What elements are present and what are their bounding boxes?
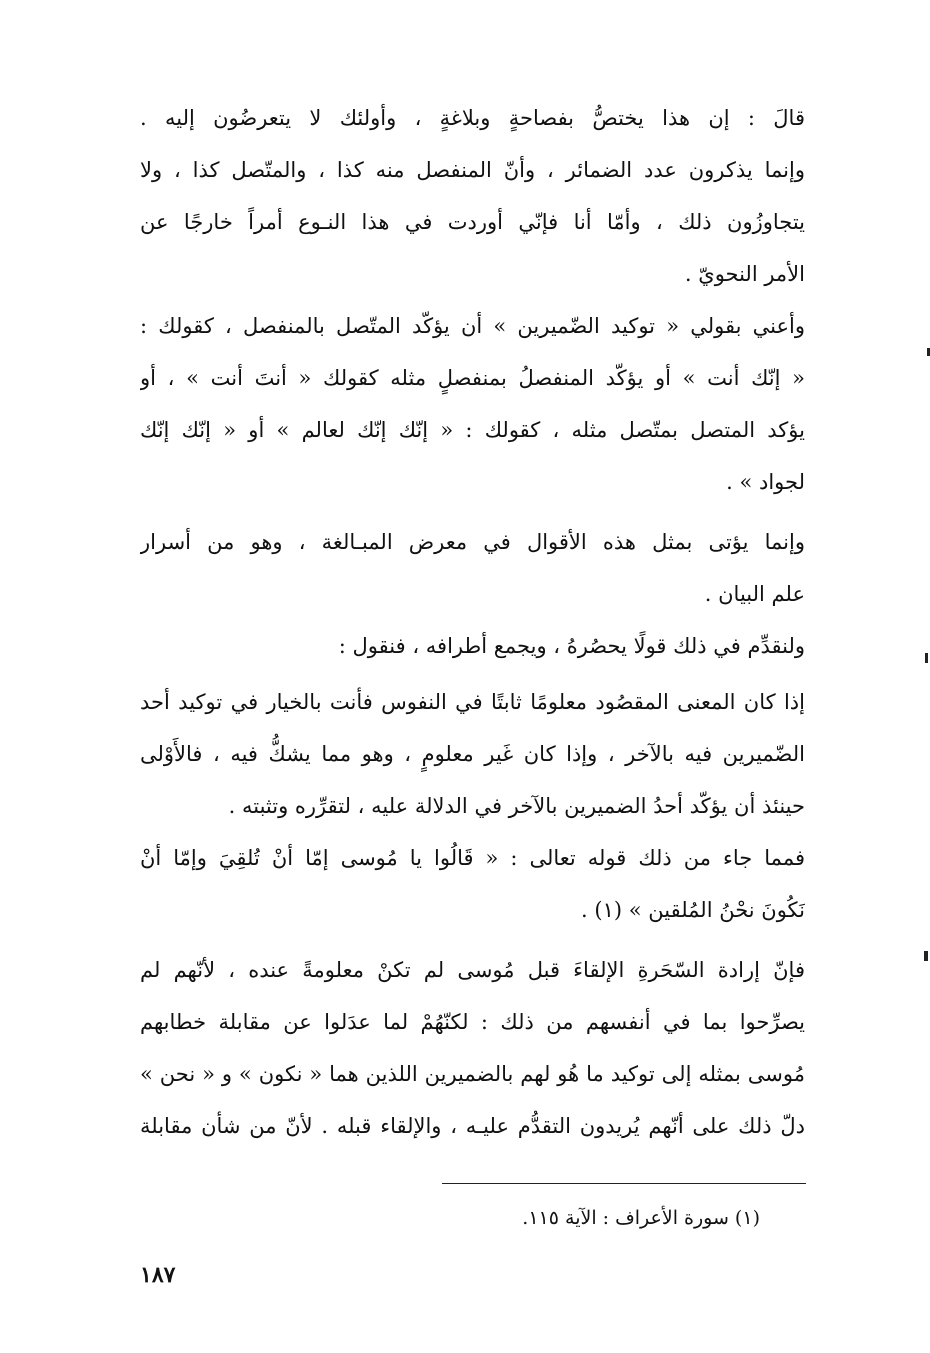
text-line: يتجاوزُون ذلك ، وأمّا أنا فإنّي أوردت في هذا النـوع أمراً خارجًا عن bbox=[140, 210, 805, 234]
paragraph-7 bbox=[140, 944, 805, 1152]
paragraph-2 bbox=[140, 300, 805, 508]
text-line: علم البيان . bbox=[704, 582, 805, 606]
footnote-divider bbox=[442, 1183, 806, 1184]
text-line: وإنما يؤتى بمثل هذه الأقوال في معرض المبـالغة ، وهو من أسرار bbox=[140, 530, 805, 554]
text-line: يؤكد المتصل بمتّصل مثله ، كقولك : « إنّك إنّك لعالم » أو « إنّك إنّك bbox=[140, 418, 805, 442]
text-line: يصرِّحوا بما في أنفسهم من ذلك : لكنّهُمْ لما عدَلوا عن مقابلة خطابهم bbox=[140, 1010, 805, 1034]
text-line: وأعني بقولي « توكيد الضّميرين » أن يؤكّد المتّصل بالمنفصل ، كقولك : bbox=[140, 314, 805, 338]
page-number: ١٨٧ bbox=[140, 1262, 176, 1288]
text-line: ولنقدِّم في ذلك قولًا يحصُرهُ ، ويجمع أطرافه ، فنقول : bbox=[338, 634, 805, 658]
text-line: حينئذ أن يؤكّد أحدُ الضميرين بالآخر في الدلالة عليه ، لتقرِّره وتثبته . bbox=[228, 794, 805, 818]
text-line: فمما جاء من ذلك قوله تعالى : « قَالُوا يا مُوسى إمّا أنْ تُلقِيَ وإمّا أنْ bbox=[140, 846, 805, 870]
margin-mark bbox=[925, 653, 928, 663]
footnote: (١) سورة الأعراف : الآية ١١٥. bbox=[522, 1207, 760, 1229]
text-line: لجواد » . bbox=[726, 470, 805, 494]
text-line: « إنّك أنت » أو يؤكّد المنفصلُ بمنفصلٍ مثله كقولك « أنتَ أنت » ، أو bbox=[140, 366, 805, 390]
text-line: الأمر النحويّ . bbox=[684, 262, 805, 286]
text-line: مُوسى بمثله إلى توكيد ما هُو لهم بالضميرين اللذين هما « نكون » و « نحن » bbox=[140, 1062, 805, 1086]
text-line: فإنّ إرادة السّحَرةِ الإلقاءَ قبل مُوسى لم تكنْ معلومةً عنده ، لأنّهم لم bbox=[140, 958, 805, 982]
paragraph-1 bbox=[140, 92, 805, 300]
paragraph-4 bbox=[140, 620, 805, 672]
text-line: نَكُونَ نحْنُ المُلقين » (١) . bbox=[581, 898, 805, 922]
margin-mark bbox=[924, 951, 928, 961]
paragraph-3 bbox=[140, 516, 805, 620]
text-line: دلّ ذلك على أنّهم يُريدون التقدُّم عليـه ، والإلقاء قبله . لأنّ من شأن مقابلة bbox=[140, 1114, 805, 1138]
paragraph-6 bbox=[140, 832, 805, 936]
text-line: وإنما يذكرون عدد الضمائر ، وأنّ المنفصل منه كذا ، والمتّصل كذا ، ولا bbox=[140, 158, 805, 182]
text-line: إذا كان المعنى المقصُود معلومًا ثابتًا في النفوس فأنت بالخيار في توكيد أحد bbox=[140, 690, 805, 714]
text-line: قالَ : إن هذا يختصُّ بفصاحةٍ وبلاغةٍ ، وأولئك لا يتعرضُون إليه . bbox=[140, 106, 805, 130]
paragraph-5 bbox=[140, 676, 805, 832]
text-line: الضّميرين فيه بالآخر ، وإذا كان غَير معلومٍ ، وهو مما يشكُّ فيه ، فالأَوْلى bbox=[140, 742, 805, 766]
